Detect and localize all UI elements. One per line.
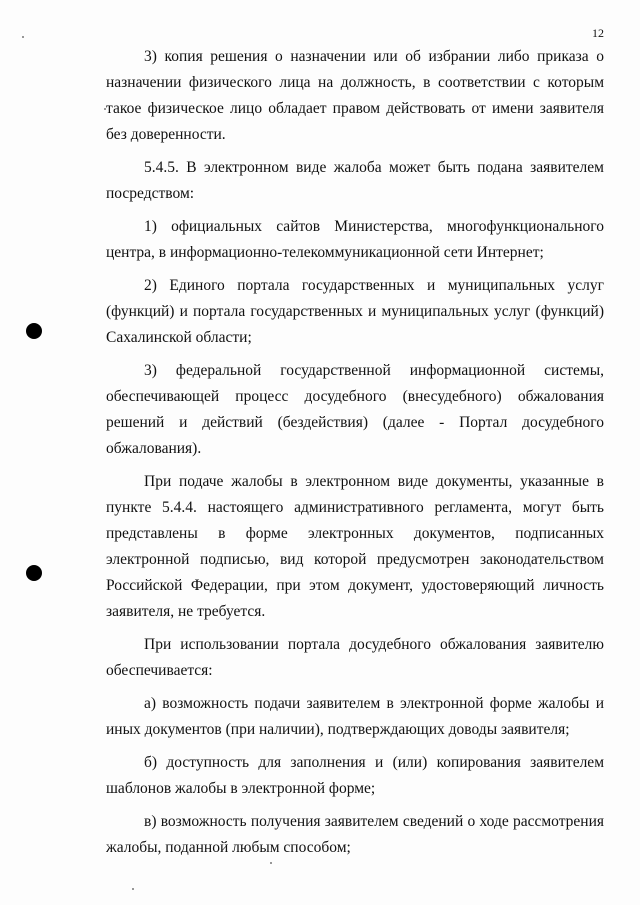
paragraph: При подаче жалобы в электронном виде документы, указанные в пункте 5.4.4. настоящего административного регламента, могут быть представлены в форме электронных документов, подписанных электронной подписью, вид которой предусмотрен законодательством Российской Федерации, при этом документ, удостоверяющий личность заявителя, не требуется. (106, 473, 604, 620)
paragraph: 5.4.5. В электронном виде жалоба может быть подана заявителем посредством: (106, 159, 604, 202)
paragraph: а) возможность подачи заявителем в электронной форме жалобы и иных документов (при наличии), подтверждающих доводы заявителя; (106, 695, 604, 738)
document-body (106, 44, 604, 868)
paragraph: При использовании портала досудебного обжалования заявителю обеспечивается: (106, 636, 604, 679)
paragraph: 2) Единого портала государственных и муниципальных услуг (функций) и портала государственных и муниципальных услуг (функций) Сахалинской области; (106, 277, 604, 346)
paragraph: б) доступность для заполнения и (или) копирования заявителем шаблонов жалобы в электронной форме; (106, 754, 604, 797)
paragraph: 3) копия решения о назначении или об избрании либо приказа о назначении физического лица на должность, в соответствии с которым такое физическое лицо обладает правом действовать от имени заявителя без доверенности. (106, 48, 604, 143)
paragraph: 1) официальных сайтов Министерства, многофункционального центра, в информационно-телекоммуникационной сети Интернет; (106, 218, 604, 261)
scan-speck (22, 36, 24, 38)
page-number: 12 (592, 26, 604, 40)
paragraph: 3) федеральной государственной информационной системы, обеспечивающей процесс досудебного (внесудебного) обжалования решений и действий (бездействия) (далее - Портал досудебного обжалования). (106, 362, 604, 457)
scan-speck (132, 888, 134, 890)
punch-hole-mark (26, 323, 42, 339)
punch-hole-mark (26, 565, 42, 581)
paragraph: в) возможность получения заявителем сведений о ходе рассмотрения жалобы, поданной любым способом; (106, 813, 604, 856)
